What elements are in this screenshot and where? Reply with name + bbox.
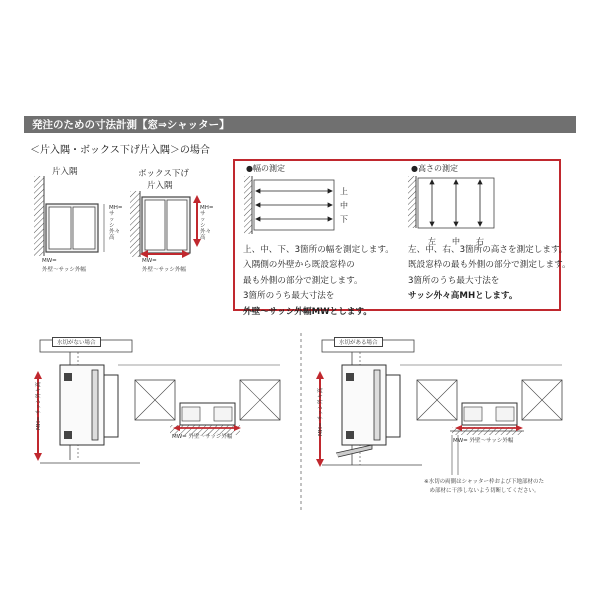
- height-col-right: 右: [476, 237, 484, 246]
- section-right-diagram: [312, 335, 572, 485]
- box-sage-mw-1: MW=: [142, 258, 157, 264]
- box-sage-label-1: ボックス下げ: [138, 169, 189, 179]
- section-right-note-2: め部材に干渉しないよう切断してください。: [424, 488, 540, 494]
- width-measure-title: ●幅の測定: [246, 164, 285, 173]
- height-measure-title: ●高さの測定: [411, 164, 458, 173]
- width-measure-text: 上、中、下、3箇所の幅を測定します。 入隅側の外壁から既設窓枠の 最も外側の部分で測定します。 3箇所のうち最大寸法を 外壁〜サッシ外幅MWとします。: [243, 245, 394, 317]
- section-left-mw: MW= 外壁〜サッシ外幅: [172, 434, 233, 440]
- section-right-mh: MH= サッシ外々高: [318, 387, 324, 436]
- section-right-mw: MW= 外壁〜サッシ外幅: [453, 438, 514, 444]
- kata-irisumi-mw-2: 外壁〜サッシ外幅: [42, 267, 86, 273]
- section-right-tag: 水切がある場合: [334, 337, 383, 347]
- width-row-top: 上: [340, 187, 348, 196]
- section-divider: [299, 333, 303, 513]
- box-sage-mw-2: 外壁〜サッシ外幅: [142, 267, 186, 273]
- kata-irisumi-label: 片入隅: [52, 167, 78, 177]
- section-left-diagram: [30, 335, 290, 475]
- section-left-tag: 水切がない場合: [52, 337, 101, 347]
- box-sage-mh-label: MH= サッシ外々高: [200, 205, 214, 241]
- section-subheading: ＜片入隅・ボックス下げ片入隅＞の場合: [30, 145, 210, 156]
- section-left-mh: MH= サッシ外々高: [36, 381, 42, 430]
- height-measure-diagram: [408, 176, 498, 234]
- height-measure-text: 左、中、右、3箇所の高さを測定します。 既設窓枠の最も外側の部分で測定します。 3箇所のうち最大寸法を サッシ外々高MHとします。: [408, 245, 571, 302]
- page-title: 発注のための寸法計測【窓⇒シャッター】: [32, 119, 230, 131]
- wall-hatch: [34, 176, 44, 256]
- height-col-left: 左: [428, 237, 436, 246]
- kata-irisumi-mw-1: MW=: [42, 258, 57, 264]
- section-right-note-1: ※水切の両側はシャッター枠および下地部材のた: [424, 479, 544, 485]
- kata-irisumi-diagram: [34, 176, 134, 256]
- box-sage-label-2: 片入隅: [147, 181, 173, 191]
- width-row-bottom: 下: [340, 215, 348, 224]
- box-sage-diagram: [130, 191, 214, 261]
- height-col-mid: 中: [452, 237, 460, 246]
- width-row-mid: 中: [340, 201, 348, 210]
- width-measure-diagram: [244, 176, 354, 236]
- kata-irisumi-mh-label: MH= サッシ外々高: [109, 205, 123, 241]
